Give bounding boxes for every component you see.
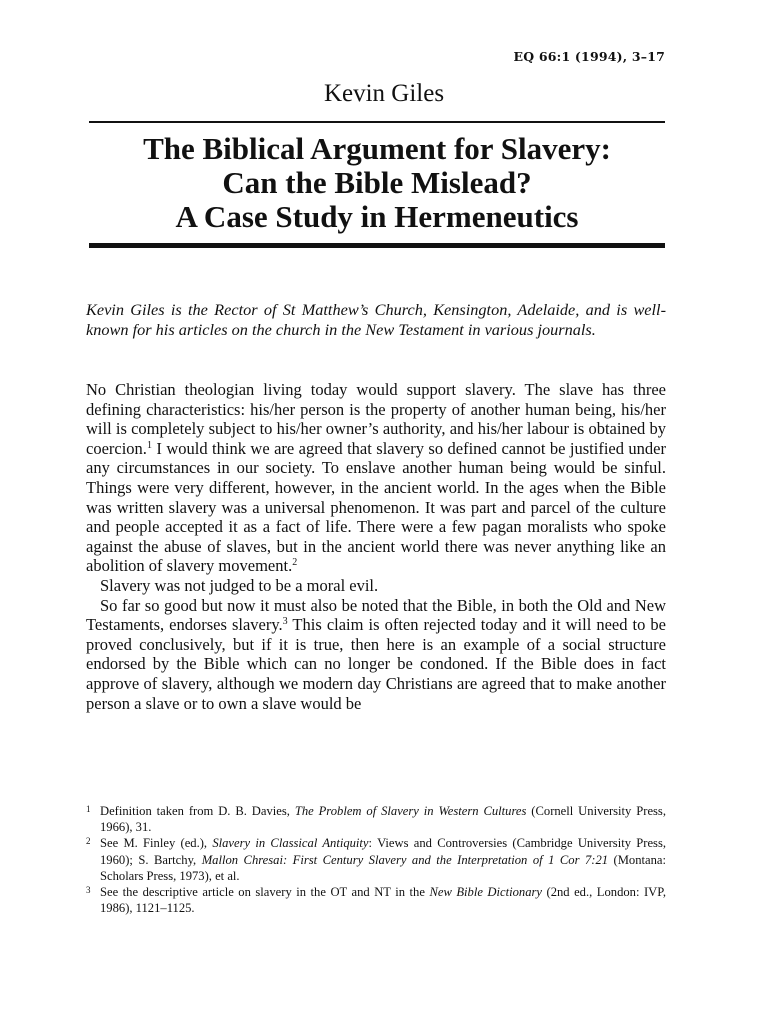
paragraph-3-part-b: This claim is often rejected today and it will need to be proved conclusively, but if it is true, then here is an example of a social structure endorsed by the Bible which can no longer be condoned. If the Bible does in fact approve of slavery, although we modern day Christians are agreed that to make another person a slave or to own a slave would be bbox=[86, 615, 666, 713]
author-bio: Kevin Giles is the Rector of St Matthew’s Church, Kensington, Adelaide, and is well-known for his articles on the church in the New Testament in various journals. bbox=[86, 300, 666, 339]
body-text bbox=[86, 380, 666, 713]
title-line-2: Can the Bible Mislead? bbox=[222, 165, 532, 200]
footnote-text: Definition taken from D. B. Davies, bbox=[100, 804, 295, 818]
title-line-1: The Biblical Argument for Slavery: bbox=[143, 131, 611, 166]
paragraph-1-part-b: I would think we are agreed that slavery so defined cannot be justified under any circumstances in our society. To enslave another human being would be sinful. Things were very different, however, in the ancient world. In the ages when the Bible was written slavery was a universal phenomenon. It was part and parcel of the culture and people accepted it as a fact of life. There were a few pagan moralists who spoke against the abuse of slaves, but in the ancient world there was never anything like an abolition of slavery movement. bbox=[86, 438, 666, 576]
paragraph-3-part-a: So far so good but now it must also be noted that the Bible, in both the Old and New Testaments, endorses slavery. bbox=[86, 595, 666, 635]
footnote-number: 3 bbox=[86, 885, 91, 896]
paragraph-1 bbox=[86, 380, 666, 576]
footnote-ref-3: 3 bbox=[282, 616, 288, 628]
author-name: Kevin Giles bbox=[323, 80, 445, 107]
footnote-text: (2nd ed., London: IVP, 1986), 1121–1125. bbox=[100, 885, 667, 916]
footnote-title: The Problem of Slavery in Western Cultures bbox=[294, 804, 527, 818]
title-rule-bottom bbox=[89, 243, 665, 248]
footnote-3 bbox=[86, 884, 666, 916]
footnote-title: Mallon Chresai: First Century Slavery and the Interpretation of 1 Cor 7:21 bbox=[201, 852, 609, 867]
footnote-number: 1 bbox=[86, 804, 91, 814]
footnote-2 bbox=[86, 835, 666, 884]
title-line-3: A Case Study in Hermeneutics bbox=[175, 199, 579, 234]
paragraph-1-part-a: No Christian theologian living today would support slavery. The slave has three defining characteristics: his/her person is the property of another human being, his/her will is completely subject to his/her owner’s authority, and his/her labour is obtained by coercion. bbox=[86, 380, 666, 458]
footnote-title: New Bible Dictionary bbox=[429, 885, 542, 900]
footnote-ref-2: 2 bbox=[292, 557, 298, 569]
title-rule-top bbox=[89, 121, 665, 123]
footnote-number: 2 bbox=[86, 836, 91, 847]
footnote-text: (Montana: Scholars Press, 1973), et al. bbox=[100, 852, 666, 883]
footnote-ref-1: 1 bbox=[146, 439, 152, 451]
journal-citation: EQ 66:1 (1994), 3–17 bbox=[513, 49, 665, 64]
footnote-1 bbox=[86, 803, 666, 835]
footnote-text: See M. Finley (ed.), bbox=[100, 836, 213, 851]
footnote-title: Slavery in Classical Antiquity bbox=[212, 836, 369, 851]
article-title bbox=[60, 132, 694, 234]
paragraph-3 bbox=[86, 596, 666, 714]
footnote-text: (Cornell University Press, 1966), 31. bbox=[100, 804, 666, 835]
footnote-text: See the descriptive article on slavery in the OT and NT in the bbox=[100, 885, 430, 900]
footnotes bbox=[86, 803, 666, 916]
footnote-text: : Views and Controversies (Cambridge University Press, 1960); S. Bartchy, bbox=[100, 836, 667, 867]
paragraph-2: Slavery was not judged to be a moral evil. bbox=[100, 575, 379, 595]
